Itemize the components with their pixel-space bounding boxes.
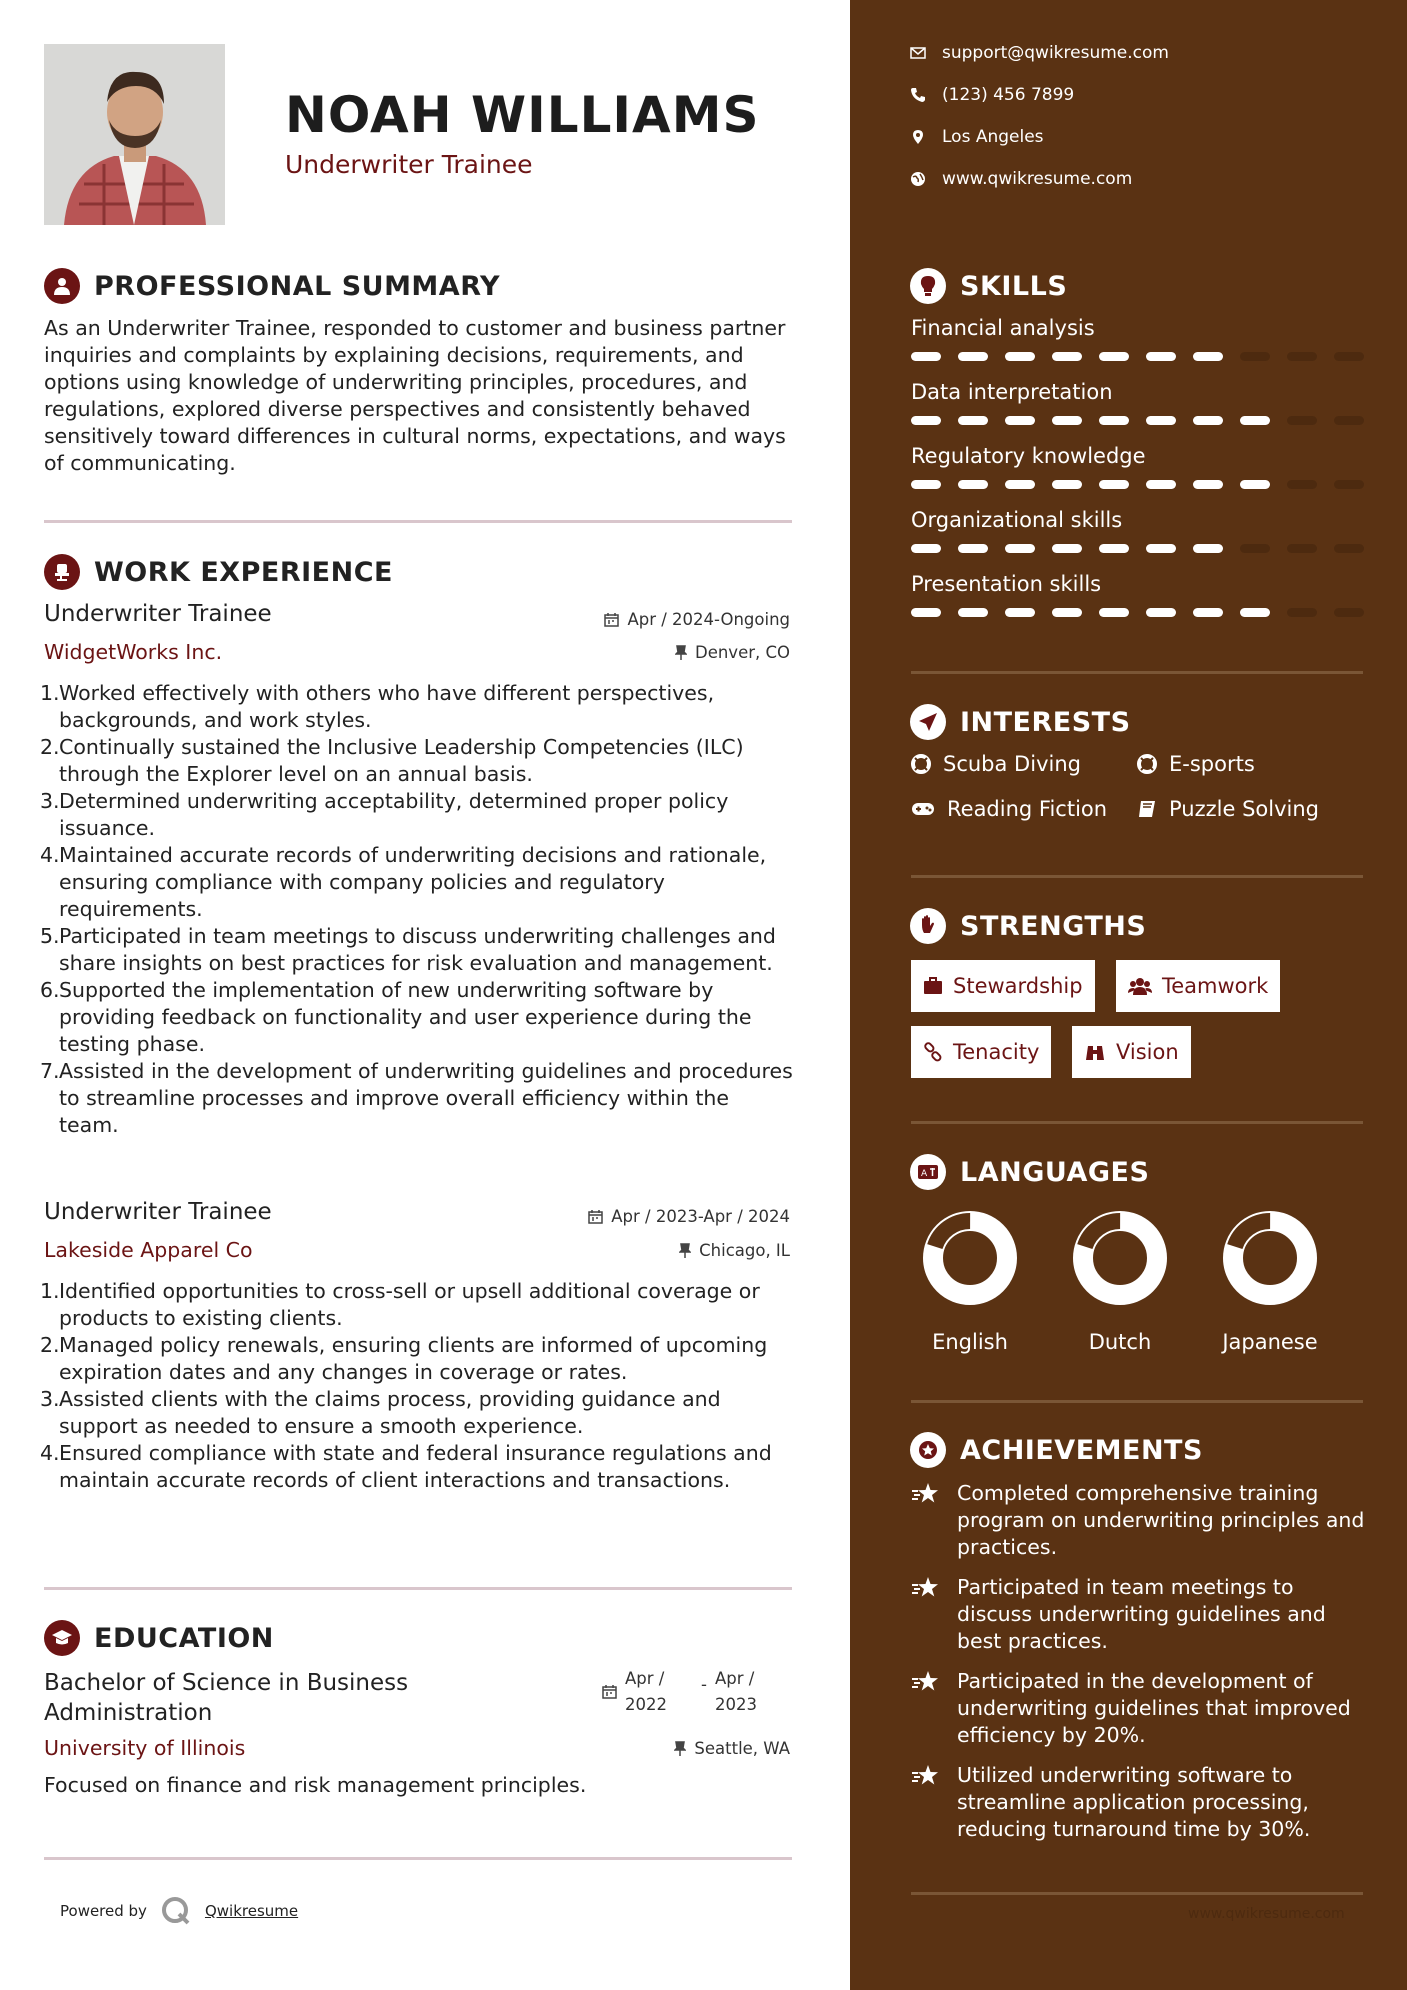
job-location-text: Denver, CO: [694, 643, 790, 662]
powered-by-label: Powered by: [60, 1902, 147, 1920]
skill-dash: [911, 544, 941, 553]
job-title: Underwriter Trainee: [44, 601, 272, 627]
job-dates: [604, 610, 790, 629]
interest-label: Scuba Diving: [943, 752, 1081, 776]
language-icon: [910, 1154, 946, 1190]
gamepad-icon: [911, 801, 935, 817]
skill-dash: [911, 352, 941, 361]
skill-dash: [1334, 416, 1364, 425]
list-item: 4. Maintained accurate records of underwriting decisions and rationale, ensuring compliance with company policies and regulatory requirements.: [40, 843, 767, 921]
language-ring: [920, 1208, 1020, 1308]
skill-dash: [911, 480, 941, 489]
divider: [911, 875, 1363, 878]
language-ring: [1220, 1208, 1320, 1308]
map-pin-icon: [910, 129, 926, 145]
achievement-item: [911, 1762, 1371, 1843]
skill-meter: [911, 480, 1364, 489]
star-icon: [911, 1668, 943, 1749]
calendar-icon: [602, 1684, 617, 1699]
skill-label: Financial analysis: [911, 316, 1095, 340]
skill-dash: [1193, 608, 1223, 617]
skill-dash: [958, 352, 988, 361]
strength-tag: [1116, 960, 1280, 1012]
divider: [911, 1400, 1363, 1403]
skill-dash: [1005, 608, 1035, 617]
skill-dash: [1099, 480, 1129, 489]
list-item: 3. Determined underwriting acceptability, determined proper policy issuance.: [40, 789, 729, 840]
education-location: [674, 1739, 790, 1758]
user-icon: [44, 268, 80, 304]
summary-text: As an Underwriter Trainee, responded to customer and business partner inquiries and complaints by explaining decisions, requirements, and options using knowledge of underwriting principles, procedures, and regulations, explored diverse perspectives and consistently behaved sensitively toward differences in cultural norms, expectations, and ways of communicating.: [44, 316, 786, 475]
strength-label: Teamwork: [1162, 974, 1269, 998]
skill-dash: [1099, 416, 1129, 425]
edu-end-month: Apr /: [714, 1669, 755, 1688]
education-location-text: Seattle, WA: [694, 1739, 790, 1758]
skill-dash: [1193, 416, 1223, 425]
skills-title: SKILLS: [960, 270, 1068, 302]
contact-email: [910, 43, 1169, 63]
divider: [911, 671, 1363, 674]
achievement-item: [911, 1480, 1371, 1561]
list-item: 5. Participated in team meetings to discuss underwriting challenges and share insights on best practices for risk evaluation and management.: [40, 924, 776, 975]
list-item: 2. Managed policy renewals, ensuring clients are informed of upcoming expiration dates and any changes in coverage or rates.: [40, 1333, 768, 1384]
skill-dash: [1005, 544, 1035, 553]
graduation-cap-icon: [44, 1620, 80, 1656]
edu-date-separator: -: [701, 1675, 707, 1694]
job-location-text: Chicago, IL: [699, 1241, 790, 1260]
briefcase-icon: [923, 977, 943, 995]
job-title: Underwriter Trainee: [44, 1199, 272, 1225]
degree-line: Bachelor of Science in Business: [44, 1670, 409, 1696]
skill-label: Data interpretation: [911, 380, 1113, 404]
svg-text:A: A: [921, 1169, 928, 1179]
language-label: Japanese: [1222, 1330, 1318, 1354]
skill-dash: [1287, 352, 1317, 361]
skill-dash: [1334, 480, 1364, 489]
skill-dash: [1005, 416, 1035, 425]
award-icon: [910, 1432, 946, 1468]
star-icon: [911, 1480, 943, 1561]
achievement-text: Participated in team meetings to discuss underwriting guidelines and best practices.: [957, 1575, 1326, 1653]
skill-dash: [911, 416, 941, 425]
profile-photo: [44, 44, 225, 225]
skill-meter: [911, 416, 1364, 425]
achievement-item: [911, 1574, 1371, 1655]
paper-plane-icon: [910, 704, 946, 740]
languages-title: LANGUAGES: [960, 1156, 1150, 1188]
skill-label: Regulatory knowledge: [911, 444, 1146, 468]
skill-dash: [1334, 544, 1364, 553]
skills-header: [910, 268, 1067, 304]
interests-header: [910, 704, 1131, 740]
list-item: 1. Worked effectively with others who have different perspectives, backgrounds, and work styles.: [40, 681, 715, 732]
company-name: WidgetWorks Inc.: [44, 640, 223, 664]
link-icon: [923, 1042, 943, 1062]
language-label: Dutch: [1088, 1330, 1152, 1354]
work-header: [44, 554, 393, 590]
list-item: 2. Continually sustained the Inclusive Leadership Competencies (ILC) through the Explorer level on an annual basis.: [40, 735, 744, 786]
school-name: University of Illinois: [44, 1736, 246, 1760]
skill-dash: [1240, 352, 1270, 361]
pin-icon: [675, 645, 687, 660]
globe-icon: [910, 171, 926, 187]
skill-dash: [911, 608, 941, 617]
interest-label: E-sports: [1169, 752, 1255, 776]
job-dates-text: Apr / 2023-Apr / 2024: [611, 1207, 790, 1226]
strength-label: Vision: [1116, 1040, 1179, 1064]
divider: [44, 520, 792, 523]
skill-dash: [1146, 416, 1176, 425]
achievement-item: [911, 1668, 1371, 1749]
interest-item: [911, 752, 1081, 776]
strengths-title: STRENGTHS: [960, 910, 1147, 942]
interests-title: INTERESTS: [960, 706, 1131, 738]
contact-phone: [910, 85, 1074, 105]
education-header: [44, 1620, 274, 1656]
skill-dash: [1334, 352, 1364, 361]
languages-header: [910, 1154, 1149, 1190]
interest-item: [1137, 797, 1319, 821]
interest-label: Reading Fiction: [947, 797, 1108, 821]
strength-label: Stewardship: [953, 974, 1083, 998]
skill-dash: [1146, 608, 1176, 617]
skill-dash: [1052, 608, 1082, 617]
achievement-text: Utilized underwriting software to streamline application processing, reducing turnaround time by 30%.: [957, 1763, 1311, 1841]
binoculars-icon: [1084, 1042, 1106, 1062]
divider: [911, 1892, 1363, 1895]
strength-tag: [911, 1026, 1051, 1078]
skill-dash: [1052, 416, 1082, 425]
strength-tag: [911, 960, 1095, 1012]
skill-dash: [1193, 544, 1223, 553]
skill-dash: [1146, 352, 1176, 361]
education-description: Focused on finance and risk management principles.: [44, 1773, 587, 1797]
footer: [60, 1896, 298, 1926]
skill-dash: [1146, 544, 1176, 553]
skill-meter: [911, 544, 1364, 553]
job-dates: [588, 1207, 790, 1226]
skill-dash: [1052, 352, 1082, 361]
calendar-icon: [588, 1209, 603, 1224]
skill-meter: [911, 352, 1364, 361]
list-item: 1. Identified opportunities to cross-sell or upsell additional coverage or products to existing clients.: [40, 1279, 760, 1330]
lifebuoy-icon: [1137, 754, 1157, 774]
skill-dash: [1146, 480, 1176, 489]
skill-dash: [1005, 352, 1035, 361]
list-item: 3. Assisted clients with the claims process, providing guidance and support as needed to ensure a smooth experience.: [40, 1387, 721, 1438]
edu-end-year: 2023: [714, 1695, 757, 1714]
interest-item: [911, 797, 1107, 821]
skill-label: Presentation skills: [911, 572, 1102, 596]
strength-tag: [1072, 1026, 1191, 1078]
education-dates: [602, 1666, 757, 1718]
star-icon: [911, 1762, 943, 1843]
chair-icon: [44, 554, 80, 590]
skill-label: Organizational skills: [911, 508, 1123, 532]
summary-title: PROFESSIONAL SUMMARY: [94, 270, 501, 302]
contact-website: [910, 169, 1132, 189]
skill-dash: [958, 480, 988, 489]
email-text[interactable]: support@qwikresume.com: [942, 43, 1169, 63]
skill-dash: [958, 416, 988, 425]
skill-dash: [1193, 352, 1223, 361]
pin-icon: [674, 1741, 686, 1756]
language-ring: [1070, 1208, 1170, 1308]
divider: [911, 1121, 1363, 1124]
achievement-text: Participated in the development of underwriting guidelines that improved efficiency by 20%.: [957, 1669, 1351, 1747]
job-responsibilities: [40, 680, 794, 1139]
list-item: 4. Ensured compliance with state and federal insurance regulations and maintain accurate records of client interactions and transactions.: [40, 1441, 772, 1492]
job-location: [675, 643, 790, 662]
degree: [44, 1668, 408, 1728]
language-item: [895, 1208, 1045, 1354]
qwikresume-link[interactable]: Qwikresume: [204, 1902, 299, 1920]
job-dates-text: Apr / 2024-Ongoing: [627, 610, 790, 629]
strength-label: Tenacity: [953, 1040, 1040, 1064]
skill-dash: [1287, 544, 1317, 553]
interest-item: [1137, 752, 1255, 776]
skill-dash: [1240, 480, 1270, 489]
phone-icon: [910, 87, 926, 103]
skill-dash: [1240, 416, 1270, 425]
language-item: [1045, 1208, 1195, 1354]
language-label: English: [932, 1330, 1008, 1354]
lightbulb-icon: [910, 268, 946, 304]
skill-dash: [1240, 608, 1270, 617]
footer-watermark: www.qwikresume.com: [1188, 1906, 1345, 1922]
achievements-header: [910, 1432, 1203, 1468]
skill-dash: [1287, 480, 1317, 489]
skill-meter: [911, 608, 1364, 617]
skill-dash: [1287, 416, 1317, 425]
skill-dash: [1287, 608, 1317, 617]
skill-dash: [1099, 544, 1129, 553]
skill-dash: [1334, 608, 1364, 617]
location-text: Los Angeles: [942, 127, 1044, 147]
edu-start-month: Apr /: [625, 1669, 665, 1688]
job-location: [679, 1241, 790, 1260]
lifebuoy-icon: [911, 754, 931, 774]
skill-dash: [1193, 480, 1223, 489]
phone-text[interactable]: (123) 456 7899: [942, 85, 1075, 105]
job-responsibilities: [40, 1278, 794, 1494]
achievements-title: ACHIEVEMENTS: [960, 1434, 1203, 1466]
strengths-header: [910, 908, 1146, 944]
book-icon: [1137, 799, 1157, 819]
skill-dash: [958, 608, 988, 617]
qwikresume-logo-icon: [161, 1896, 191, 1926]
summary-header: [44, 268, 500, 304]
achievement-text: Completed comprehensive training program on underwriting principles and practices.: [957, 1481, 1365, 1559]
education-title: EDUCATION: [94, 1622, 274, 1654]
star-icon: [911, 1574, 943, 1655]
skill-dash: [1052, 544, 1082, 553]
users-icon: [1128, 977, 1152, 995]
candidate-name: NOAH WILLIAMS: [285, 86, 760, 144]
language-item: [1195, 1208, 1345, 1354]
contact-location: [910, 127, 1044, 147]
list-item: 6. Supported the implementation of new underwriting software by providing feedback on functionality and user experience during the testing phase.: [40, 978, 752, 1056]
candidate-role: Underwriter Trainee: [285, 150, 533, 179]
work-title: WORK EXPERIENCE: [94, 556, 393, 588]
interest-label: Puzzle Solving: [1169, 797, 1319, 821]
list-item: 7. Assisted in the development of underwriting guidelines and procedures to streamline processes and improve overall efficiency within the team.: [40, 1059, 793, 1137]
skill-dash: [1052, 480, 1082, 489]
skill-dash: [958, 544, 988, 553]
hand-icon: [910, 908, 946, 944]
skill-dash: [1005, 480, 1035, 489]
divider: [44, 1587, 792, 1590]
calendar-icon: [604, 612, 619, 627]
edu-start-year: 2022: [625, 1695, 667, 1714]
website-text[interactable]: www.qwikresume.com: [942, 169, 1133, 189]
skill-dash: [1099, 352, 1129, 361]
divider: [44, 1857, 792, 1860]
pin-icon: [679, 1243, 691, 1258]
skill-dash: [1240, 544, 1270, 553]
degree-line: Administration: [44, 1700, 213, 1726]
skill-dash: [1099, 608, 1129, 617]
envelope-icon: [910, 47, 926, 59]
company-name: Lakeside Apparel Co: [44, 1238, 253, 1262]
